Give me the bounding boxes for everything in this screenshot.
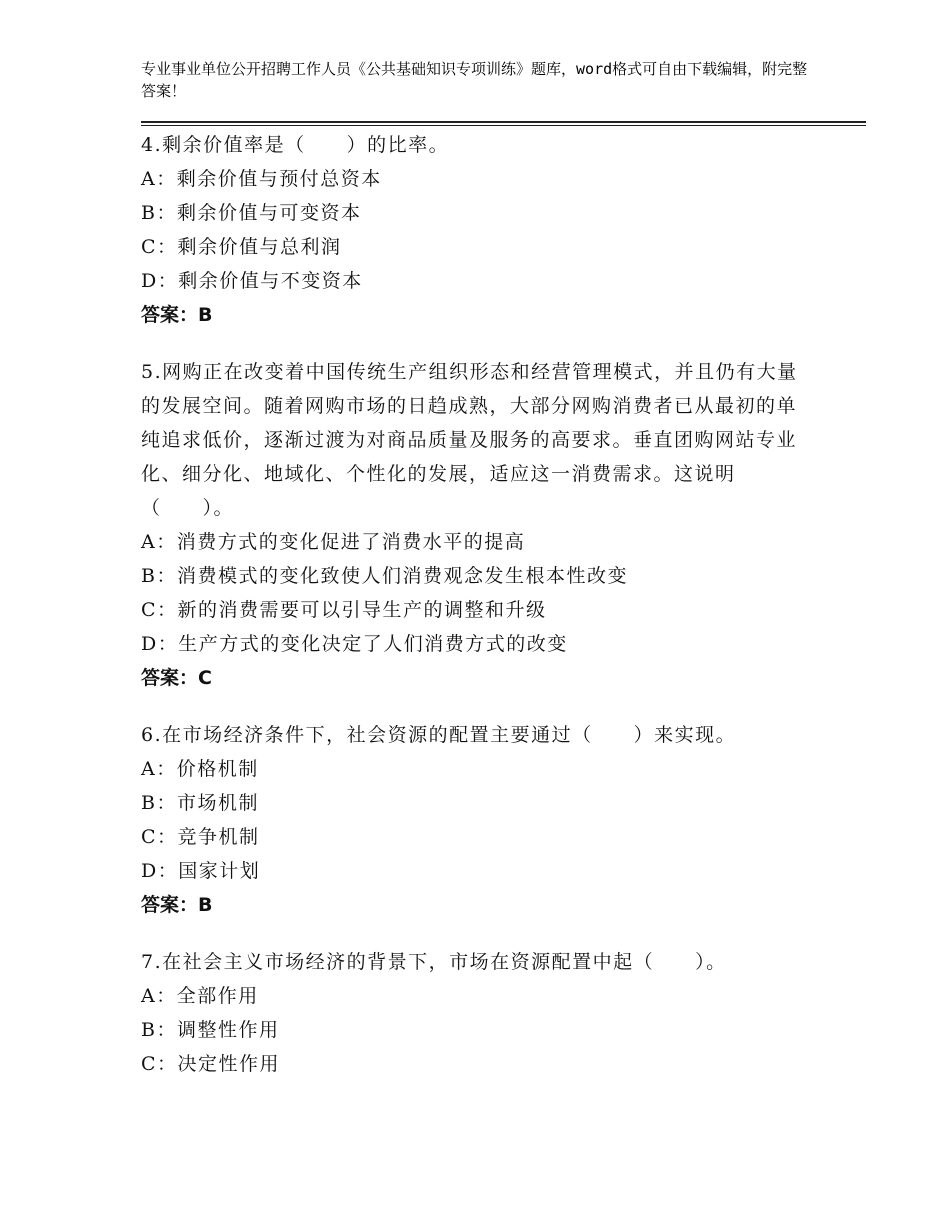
question-6 [141, 718, 801, 922]
option-a: A：全部作用 [141, 985, 259, 1007]
question-5 [141, 355, 801, 695]
header-divider-thick [141, 121, 866, 123]
option-d: D：生产方式的变化决定了人们消费方式的改变 [141, 633, 568, 655]
question-7 [141, 945, 801, 1081]
option-c: C：新的消费需要可以引导生产的调整和升级 [141, 599, 547, 621]
option-c: C：决定性作用 [141, 1053, 281, 1075]
question-stem: 5.网购正在改变着中国传统生产组织形态和经营管理模式，并且仍有大量的发展空间。随着网购市场的日趋成熟，大部分网购消费者已从最初的单纯追求低价，逐渐过渡为对商品质量及服务的高要求。垂直团购网站专业化、细分化、地域化、个性化的发展，适应这一消费需求。这说明（ ）。 [141, 361, 798, 519]
document-header: 专业事业单位公开招聘工作人员《公共基础知识专项训练》题库，word格式可自由下载编辑，附完整答案！ [141, 60, 808, 100]
option-a: A：消费方式的变化促进了消费水平的提高 [141, 531, 526, 553]
answer: 答案：B [141, 894, 213, 916]
option-c: C：剩余价值与总利润 [141, 236, 342, 258]
question-list [141, 128, 801, 1104]
question-stem: 4.剩余价值率是（ ）的比率。 [141, 134, 450, 156]
answer: 答案：B [141, 304, 213, 326]
option-a: A：价格机制 [141, 758, 259, 780]
header-divider-thin [141, 125, 866, 126]
option-c: C：竞争机制 [141, 826, 260, 848]
question-stem: 6.在市场经济条件下，社会资源的配置主要通过（ ）来实现。 [141, 724, 737, 746]
option-b: B：消费模式的变化致使人们消费观念发生根本性改变 [141, 565, 628, 587]
option-b: B：剩余价值与可变资本 [141, 202, 362, 224]
option-b: B：调整性作用 [141, 1019, 280, 1041]
option-b: B：市场机制 [141, 792, 259, 814]
option-d: D：剩余价值与不变资本 [141, 270, 363, 292]
answer: 答案：C [141, 667, 212, 689]
question-4 [141, 128, 801, 332]
option-d: D：国家计划 [141, 860, 261, 882]
option-a: A：剩余价值与预付总资本 [141, 168, 382, 190]
question-stem: 7.在社会主义市场经济的背景下，市场在资源配置中起（ ）。 [141, 951, 727, 973]
